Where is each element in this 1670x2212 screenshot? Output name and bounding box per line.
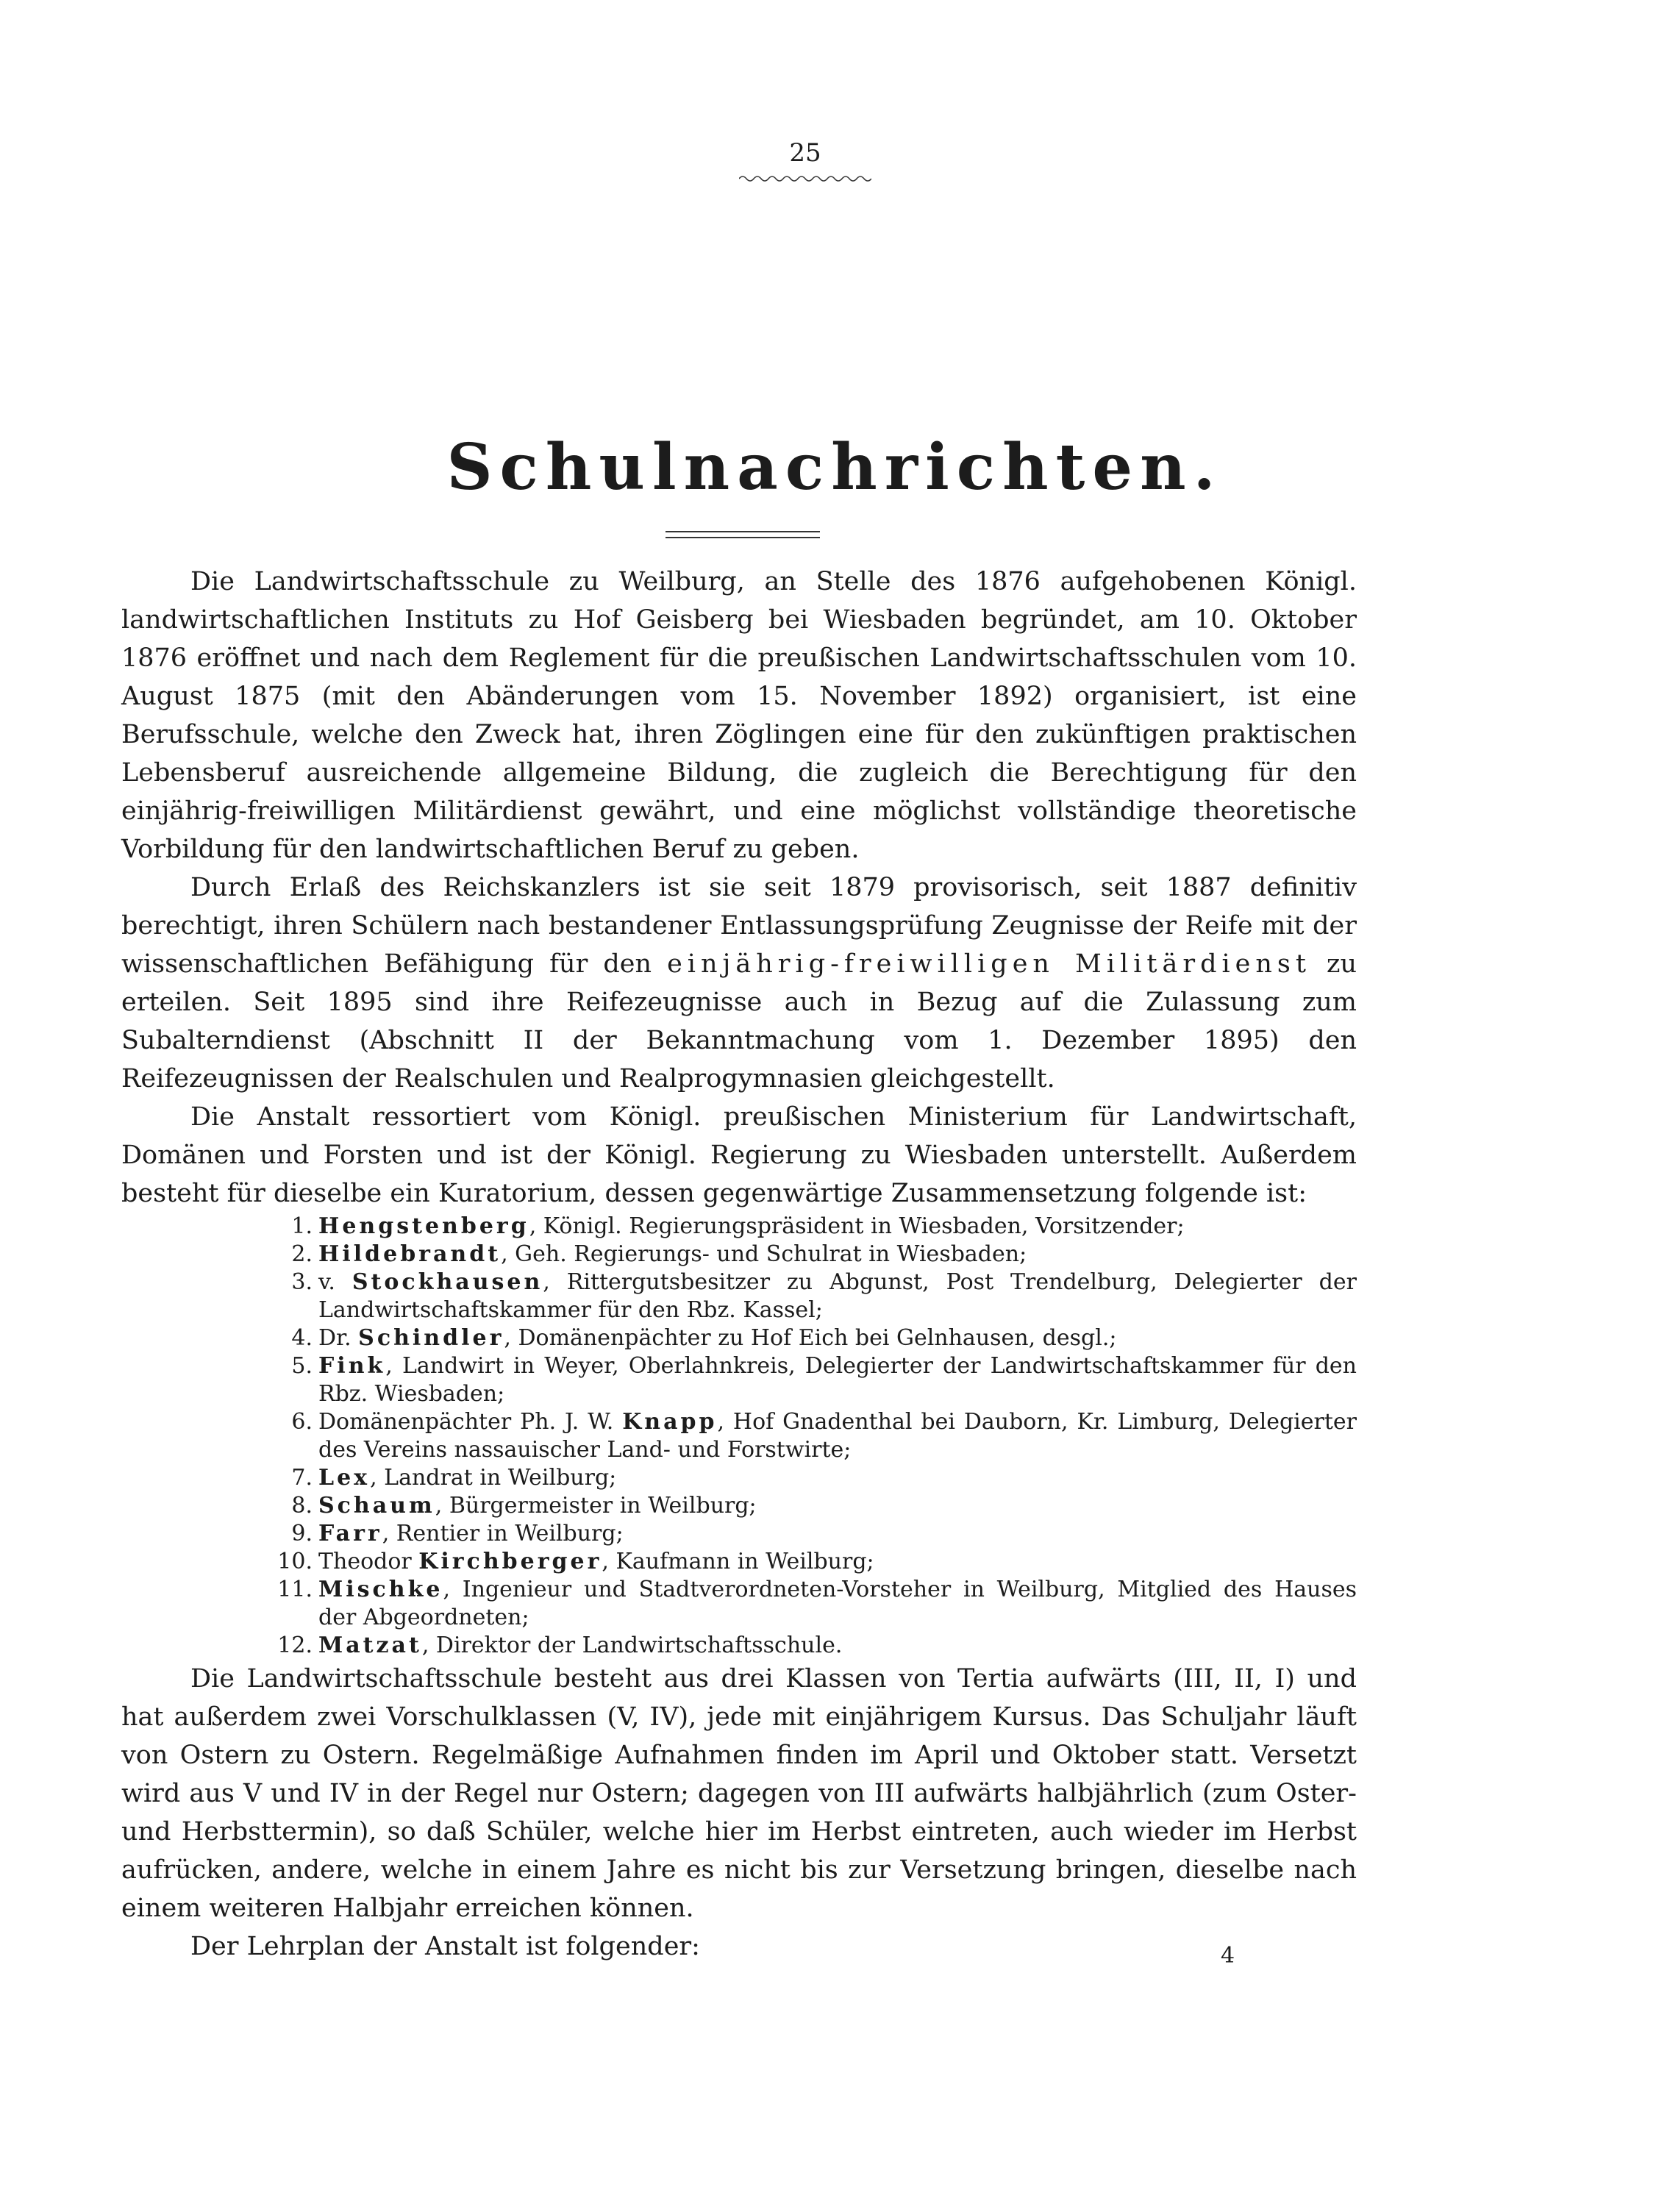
paragraph-administration: Die Anstalt ressortiert vom Königl. preußischen Ministerium für Landwirtschaft, Domänen und Forsten und ist der Königl. Regierung zu Wiesbaden unterstellt. Außerdem besteht für dieselbe ein Kuratorium, dessen gegenwärtige Zusammensetzung folgende ist:	[121, 1102, 1357, 1208]
list-item: 9. Farr, Rentier in Weilburg;	[291, 1521, 624, 1546]
paragraph-founding: Die Landwirtschaftsschule zu Weilburg, an Stelle des 1876 aufgehobenen Königl. landwirtschaftlichen Instituts zu Hof Geisberg bei Wiesbaden begründet, am 10. Oktober 1876 eröffnet und nach dem Reglement für die preußischen Landwirtschaftsschulen vom 10. August 1875 (mit den Abänderungen vom 15. November 1892) organisiert, ist eine Berufsschule, welche den Zweck hat, ihren Zöglingen eine für den zukünftigen praktischen Lebensberuf ausreichende allgemeine Bildung, die zugleich die Berechtigung für den einjährig-freiwilligen Militärdienst gewährt, und eine möglichst vollständige theoretische Vorbildung für den landwirtschaftlichen Beruf zu geben.	[121, 567, 1357, 864]
list-item: 1. Hengstenberg, Königl. Regierungspräsident in Wiesbaden, Vorsitzender;	[291, 1213, 1185, 1239]
list-item: 5. Fink, Landwirt in Weyer, Oberlahnkreis, Delegierter der Landwirtschaftskammer für den Rbz. Wiesbaden;	[291, 1353, 1357, 1407]
list-item: 2. Hildebrandt, Geh. Regierungs- und Schulrat in Wiesbaden;	[291, 1241, 1027, 1267]
list-item: 11. Mischke, Ingenieur und Stadtverordneten-Vorsteher in Weilburg, Mitglied des Hauses der Abgeordneten;	[277, 1577, 1357, 1630]
list-item: 6. Domänenpächter Ph. J. W. Knapp, Hof Gnadenthal bei Dauborn, Kr. Limburg, Delegierter des Vereins nassauischer Land- und Forstwirte;	[291, 1409, 1357, 1463]
list-item: 4. Dr. Schindler, Domänenpächter zu Hof Eich bei Gelnhausen, desgl.;	[291, 1325, 1117, 1351]
title-rule-lower	[665, 537, 820, 538]
paragraph-classes: Die Landwirtschaftsschule besteht aus drei Klassen von Tertia aufwärts (III, II, I) und hat außerdem zwei Vorschulklassen (V, IV), jede mit einjährigem Kursus. Das Schuljahr läuft von Ostern zu Ostern. Regelmäßige Aufnahmen finden im April und Oktober statt. Versetzt wird aus V und IV in der Regel nur Ostern; dagegen von III aufwärts halbjährlich (zum Oster- und Herbsttermin), so daß Schüler, welche hier im Herbst eintreten, auch wieder im Herbst aufrücken, andere, welche in einem Jahre es nicht bis zur Versetzung bringen, dieselbe nach einem weiteren Halbjahr erreichen können.	[121, 1664, 1357, 1923]
article-body	[121, 563, 1357, 1966]
wavy-ornament	[739, 174, 871, 184]
title-rule-upper	[665, 531, 820, 532]
list-item: 7. Lex, Landrat in Weilburg;	[291, 1465, 617, 1491]
curatorium-list	[121, 1213, 1357, 1660]
signature-mark: 4	[1221, 1943, 1235, 1969]
list-item: 3. v. Stockhausen, Rittergutsbesitzer zu Abgunst, Post Trendelburg, Delegierter der Landwirtschaftskammer für den Rbz. Kassel;	[291, 1269, 1357, 1323]
accreditation-emphasis: einjährig-freiwilligen Militärdienst	[667, 949, 1311, 979]
paragraph-accreditation	[121, 868, 1357, 1098]
page-title: Schulnachrichten.	[446, 430, 1223, 504]
page-number: 25	[789, 138, 821, 168]
list-item: 8. Schaum, Bürgermeister in Weilburg;	[291, 1493, 757, 1519]
list-item: 10. Theodor Kirchberger, Kaufmann in Weilburg;	[277, 1549, 874, 1574]
paragraph-curriculum-intro: Der Lehrplan der Anstalt ist folgender:	[190, 1932, 700, 1961]
accreditation-text-start: Durch Erlaß des Reichskanzlers ist sie seit 1879 provisorisch, seit 1887 definitiv berechtigt, ihren Schülern nach bestandener Entlassungsprüfung Zeugnisse der Reife mit der wissenschaftlichen Befähigung für den	[121, 873, 1357, 979]
list-item: 12. Matzat, Direktor der Landwirtschaftsschule.	[277, 1633, 843, 1658]
accreditation-text-end: zu erteilen. Seit 1895 sind ihre Reifezeugnisse auch in Bezug auf die Zulassung zum Subalterndienst (Abschnitt II der Bekanntmachung vom 1. Dezember 1895) den Reifezeugnissen der Realschulen und Realprogymnasien gleichgestellt.	[121, 949, 1357, 1093]
